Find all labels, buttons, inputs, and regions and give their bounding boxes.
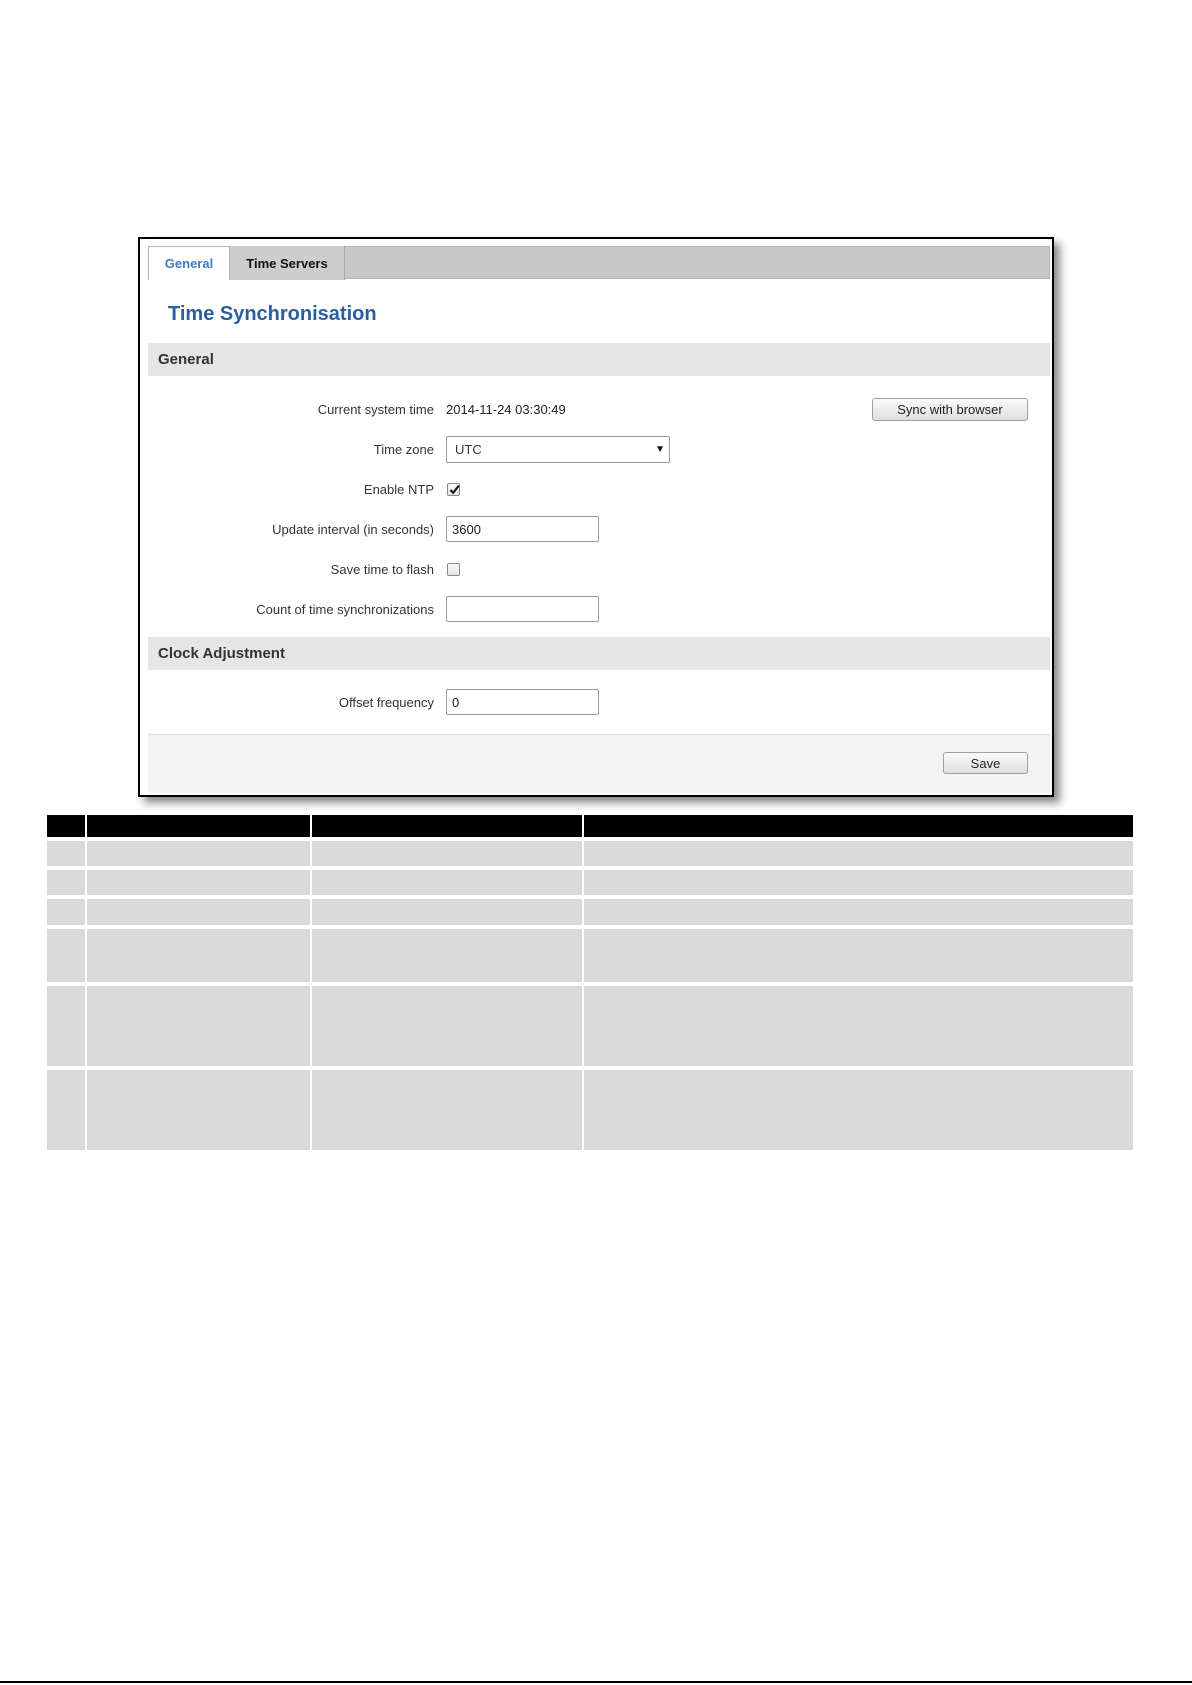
table-row [87, 986, 310, 1066]
dropdown-arrow-icon: ▼ [655, 444, 665, 455]
table-row [87, 1070, 310, 1150]
table-header-cell [47, 815, 85, 837]
table-row [584, 986, 1133, 1066]
count-sync-input[interactable] [446, 596, 599, 622]
table-row [312, 1070, 582, 1150]
update-interval-label: Update interval (in seconds) [272, 521, 434, 537]
offset-frequency-label: Offset frequency [338, 694, 434, 710]
table-row [47, 841, 85, 866]
sync-with-browser-button[interactable]: Sync with browser [872, 398, 1028, 421]
tab-time-servers[interactable]: Time Servers [230, 246, 345, 280]
time-zone-row [140, 435, 1050, 463]
checkmark-icon [448, 483, 461, 496]
table-header-cell [312, 815, 582, 837]
current-system-time-value: 2014-11-24 03:30:49 [446, 401, 566, 417]
form-footer [148, 734, 1050, 793]
save-time-to-flash-label: Save time to flash [330, 561, 434, 577]
table-header-cell [87, 815, 310, 837]
save-time-to-flash-row [140, 555, 1050, 583]
table-row [47, 870, 85, 895]
table-row [312, 986, 582, 1066]
table-row [584, 841, 1133, 866]
table-row [584, 929, 1133, 982]
time-zone-selected-value: UTC [455, 442, 482, 457]
section-clock-adjustment-header: Clock Adjustment [148, 637, 1050, 670]
table-row [312, 841, 582, 866]
section-general-header: General [148, 343, 1050, 376]
count-sync-label: Count of time synchronizations [256, 601, 434, 617]
table-row [584, 1070, 1133, 1150]
current-system-time-label: Current system time [317, 401, 434, 417]
table-row [312, 899, 582, 925]
page-title: Time Synchronisation [168, 303, 377, 325]
table-row [584, 899, 1133, 925]
offset-frequency-input[interactable] [446, 689, 599, 715]
settings-window [138, 237, 1054, 797]
table-row [87, 870, 310, 895]
enable-ntp-checkbox[interactable] [447, 483, 460, 496]
table-row [47, 1070, 85, 1150]
table-row [47, 899, 85, 925]
tab-bar [148, 246, 1050, 279]
save-button[interactable]: Save [943, 752, 1028, 774]
enable-ntp-label: Enable NTP [363, 481, 434, 497]
save-time-to-flash-checkbox[interactable] [447, 563, 460, 576]
time-zone-label: Time zone [373, 441, 434, 457]
tab-general[interactable]: General [148, 246, 230, 280]
table-row [87, 929, 310, 982]
update-interval-row [140, 515, 1050, 543]
offset-frequency-row [140, 688, 1050, 716]
time-zone-select[interactable] [446, 436, 670, 463]
table-row [584, 870, 1133, 895]
table-row [312, 870, 582, 895]
table-row [87, 841, 310, 866]
enable-ntp-row [140, 475, 1050, 503]
page-footer-rule [0, 1681, 1192, 1683]
table-row [47, 986, 85, 1066]
table-row [47, 929, 85, 982]
update-interval-input[interactable] [446, 516, 599, 542]
count-sync-row [140, 595, 1050, 623]
table-header-cell [584, 815, 1133, 837]
table-row [87, 899, 310, 925]
table-row [312, 929, 582, 982]
current-system-time-row [140, 395, 1050, 423]
